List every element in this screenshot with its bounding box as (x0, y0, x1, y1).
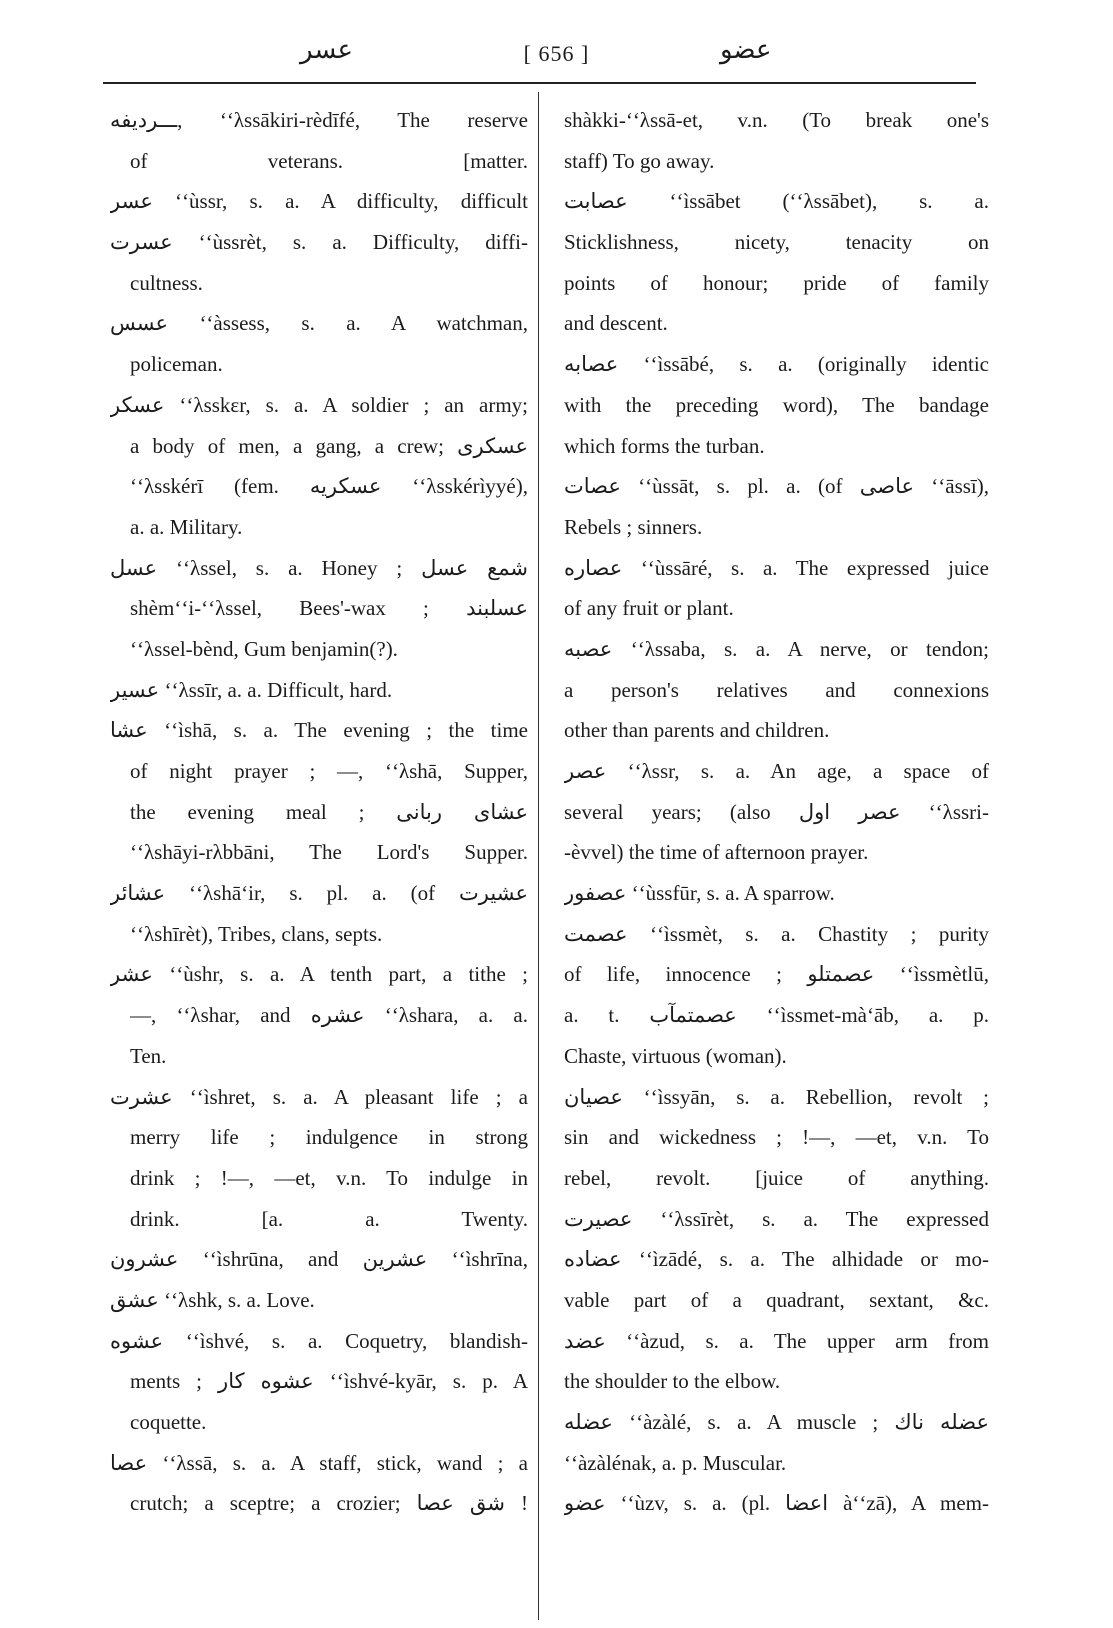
text-line: Ten. (130, 1043, 167, 1068)
text-line: ments ; عشوه كار ʻʻìshvé-kyār, s. p. A (130, 1369, 528, 1394)
text-line: a. t. عصمتمآب ʻʻìssmet-màʻāb, a. p. (564, 1003, 989, 1028)
text-line: عضو ʻʻùzv, s. a. (pl. اعضا àʻʻzā), A mem- (564, 1491, 989, 1516)
text-line: a. a. Military. (130, 514, 243, 539)
running-head-right: عضو (720, 35, 772, 64)
text-line: عسكر ʻʻλsskεr, s. a. A soldier ; an army; (110, 392, 528, 417)
text-line: عصا ʻʻλssā, s. a. A staff, stick, wand ; a (110, 1450, 528, 1475)
text-line: policeman. (130, 352, 223, 377)
text-line: عصمت ʻʻìssmèt, s. a. Chastity ; purity (564, 921, 989, 946)
text-line: -èvvel) the time of afternoon prayer. (564, 840, 869, 865)
left-column (110, 100, 528, 1524)
text-line: ʻʻλssel-bènd, Gum benjamin(?). (130, 636, 398, 661)
text-line: عضاده ʻʻìzādé, s. a. The alhidade or mo- (564, 1247, 989, 1272)
text-line: and descent. (564, 311, 668, 336)
text-line: عسل ʻʻλssel, s. a. Honey ; شمع عسل (110, 555, 528, 580)
text-line: cultness. (130, 270, 203, 295)
text-line: of veterans. [matter. (130, 148, 528, 173)
text-line: other than parents and children. (564, 718, 830, 743)
text-line: عضله ʻʻàzàlé, s. a. A muscle ; عضله ناك (564, 1410, 989, 1434)
text-line: عضد ʻʻàzud, s. a. The upper arm from (564, 1328, 989, 1353)
text-line: a person's relatives and connexions (564, 677, 989, 702)
text-line: عسير ʻʻλssīr, a. a. Difficult, hard. (110, 677, 393, 702)
text-line: عشق ʻʻλshk, s. a. Love. (110, 1287, 315, 1312)
text-line: a body of men, a gang, a crew; عسكرى (130, 433, 528, 458)
text-line: ʻʻλshāyi-rλbbāni, The Lord's Supper. (130, 840, 528, 865)
text-line: عصيرت ʻʻλssīrèt, s. a. The expressed (564, 1206, 989, 1231)
text-line: staff) To go away. (564, 148, 715, 173)
text-line: عصفور ʻʻùssfūr, s. a. A sparrow. (564, 881, 835, 906)
text-line: coquette. (130, 1410, 207, 1434)
column-divider (538, 92, 539, 1620)
text-line: عشا ʻʻìshā, s. a. The evening ; the time (110, 718, 528, 743)
text-line: vable part of a quadrant, sextant, &c. (564, 1287, 989, 1312)
text-line: ʻʻàzàlénak, a. p. Muscular. (564, 1450, 787, 1475)
text-line: shàkki-ʻʻλssā-et, v.n. (To break one's (564, 108, 989, 132)
text-line: ـــرديفه, ʻʻλssākiri-rèdīfé, The reserve (110, 108, 528, 132)
right-column (564, 100, 989, 1524)
text-line: of night prayer ; —, ʻʻλshā, Supper, (130, 759, 528, 783)
text-line: عشائر ʻʻλshāʻir, s. pl. a. (of عشيرت (110, 881, 528, 906)
text-line: drink ; !—, —et, v.n. To indulge in (130, 1165, 528, 1190)
text-line: Rebels ; sinners. (564, 514, 703, 539)
text-line: عصر ʻʻλssr, s. a. An age, a space of (564, 759, 989, 783)
text-line: points of honour; pride of family (564, 270, 989, 295)
page-number: [ 656 ] (523, 41, 590, 66)
text-line: with the preceding word), The bandage (564, 392, 989, 417)
text-line: ʻʻλshīrèt), Tribes, clans, septs. (130, 921, 383, 946)
text-line: عسر ʻʻùssr, s. a. A difficulty, difficult (110, 189, 528, 214)
text-line: —, ʻʻλshar, and عشره ʻʻλshara, a. a. (130, 1003, 528, 1028)
text-line: ʻʻλsskérī (fem. عسكريه ʻʻλsskérìyyé), (130, 474, 528, 499)
text-line: عشرون ʻʻìshrūna, and عشرين ʻʻìshrīna, (110, 1247, 528, 1272)
text-line: sin and wickedness ; !—, —et, v.n. To (564, 1125, 989, 1150)
text-line: عصات ʻʻùssāt, s. pl. a. (of عاصى ʻʻāssī), (564, 474, 989, 499)
text-line: عشر ʻʻùshr, s. a. A tenth part, a tithe ; (110, 962, 528, 987)
text-line: عصبه ʻʻλssaba, s. a. A nerve, or tendon; (564, 636, 989, 661)
text-line: the evening meal ; عشاى ربانى (130, 799, 528, 824)
text-line: عصابه ʻʻìssābé, s. a. (originally identic (564, 352, 989, 377)
text-line: عصاره ʻʻùssāré, s. a. The expressed juice (564, 555, 989, 580)
text-line: several years; (also عصر اول ʻʻλssri- (564, 799, 989, 824)
text-line: عصابت ʻʻìssābet (ʻʻλssābet), s. a. (564, 189, 989, 214)
text-line: of any fruit or plant. (564, 596, 734, 621)
text-line: عشوه ʻʻìshvé, s. a. Coquetry, blandish- (110, 1328, 528, 1353)
text-line: of life, innocence ; عصمتلو ʻʻìssmètlū, (564, 962, 989, 987)
text-line: drink. [a. a. Twenty. (130, 1206, 528, 1231)
text-line: rebel, revolt. [juice of anything. (564, 1165, 989, 1190)
running-head-left: عسر (300, 35, 354, 64)
text-line: عشرت ʻʻìshret, s. a. A pleasant life ; a (110, 1084, 528, 1109)
text-line: crutch; a sceptre; a crozier; شق عصا ! (130, 1491, 528, 1516)
header-rule (103, 82, 976, 84)
text-line: which forms the turban. (564, 433, 765, 458)
text-line: عسرت ʻʻùssrèt, s. a. Difficulty, diffi- (110, 230, 528, 255)
text-line: عسس ʻʻàssess, s. a. A watchman, (110, 311, 528, 336)
text-line: the shoulder to the elbow. (564, 1369, 781, 1394)
text-line: Sticklishness, nicety, tenacity on (564, 230, 989, 255)
text-line: merry life ; indulgence in strong (130, 1125, 528, 1150)
text-line: shèmʻʻi-ʻʻλssel, Bees'-wax ; عسلبند (130, 596, 528, 621)
text-line: عصيان ʻʻìssyān, s. a. Rebellion, revolt ; (564, 1084, 989, 1109)
text-line: Chaste, virtuous (woman). (564, 1043, 787, 1068)
